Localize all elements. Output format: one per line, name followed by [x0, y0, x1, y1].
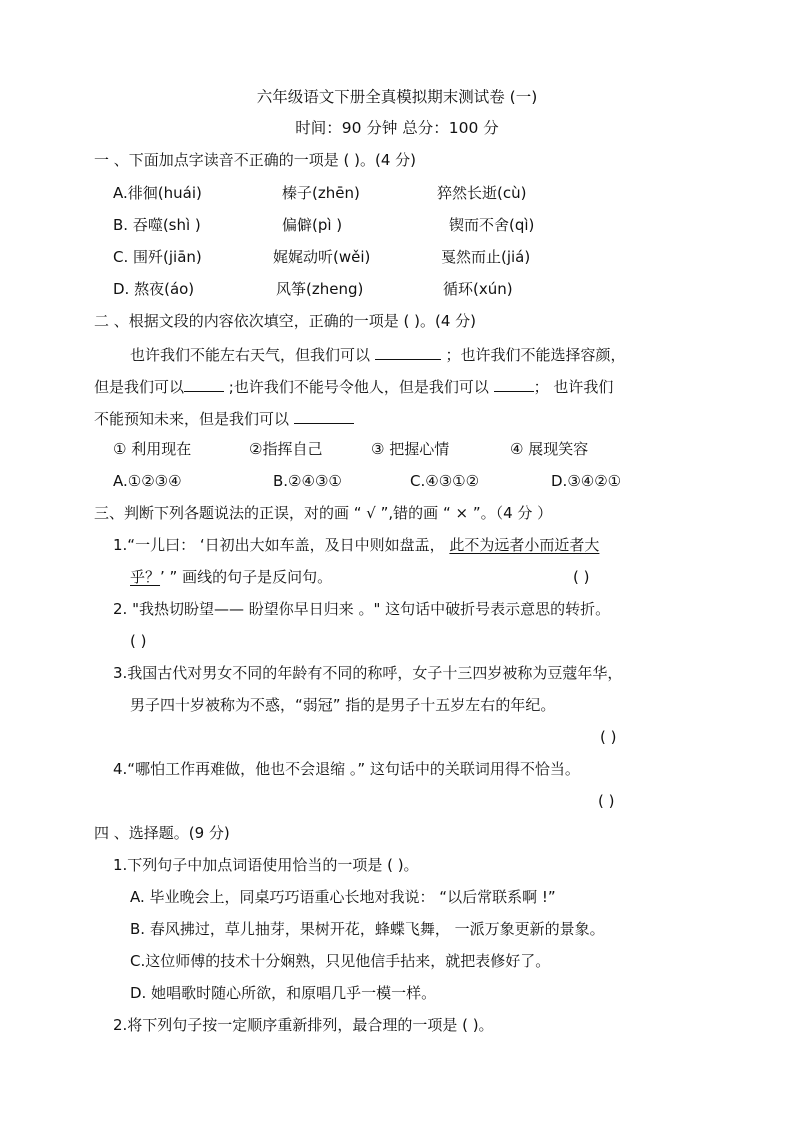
s2-phrase-2: ②指挥自己	[249, 440, 323, 458]
exam-title: 六年级语文下册全真模拟期末测试卷 (一)	[256, 88, 538, 106]
s3-q1-text: 1.“一儿曰： ‘日初出大如车盖，及日中则如盘盂，	[113, 536, 450, 554]
s3-q1-line-2	[130, 567, 332, 587]
s2-blank-3	[494, 375, 534, 392]
s2-passage-line-3	[94, 407, 354, 429]
s1-option-b1: B. 吞噬(shì )	[113, 216, 201, 234]
s1-option-d1: D. 熬夜(áo)	[113, 280, 195, 298]
s1-option-a3: 猝然长逝(cù)	[437, 184, 527, 202]
s3-q3-line-1: 3.我国古代对男女不同的年龄有不同的称呼，女子十三四岁被称为豆蔻年华，	[113, 664, 623, 682]
s2-phrase-1: ① 利用现在	[113, 440, 192, 458]
s4-q1-option-c: C.这位师傅的技术十分娴熟，只见他信手拈来，就把表修好了。	[130, 952, 551, 970]
s4-q1: 1.下列句子中加点词语使用恰当的一项是 ( )。	[113, 856, 419, 874]
s4-q1-option-d: D. 她唱歌时随心所欲，和原唱几乎一模一样。	[130, 984, 437, 1002]
s3-q4-answer-paren: ( )	[598, 792, 615, 810]
s2-passage-line-1	[130, 343, 626, 365]
s2-blank-2	[184, 375, 224, 392]
s3-q2-answer-paren: ( )	[130, 632, 147, 650]
s2-blank-4	[294, 407, 354, 424]
s4-q2: 2.将下列句子按一定顺序重新排列，最合理的一项是 ( )。	[113, 1016, 494, 1034]
s1-option-c1: C. 围歼(jiān)	[113, 248, 202, 266]
s2-passage-line-2	[94, 375, 613, 397]
section-3-heading: 三、判断下列各题说法的正误，对的画 “ √ ”,错的画 “ × ”。（4 分 ）	[94, 504, 553, 522]
s1-option-c2: 娓娓动听(wěi)	[273, 248, 371, 266]
s1-option-a2: 榛子(zhēn)	[282, 184, 360, 202]
s2-blank-1	[375, 343, 441, 360]
section-2-heading: 二 、根据文段的内容依次填空，正确的一项是 ( )。(4 分)	[94, 312, 477, 330]
s1-option-c3: 戛然而止(jiá)	[441, 248, 531, 266]
s2-text-1: 也许我们不能左右天气，但我们可以	[130, 346, 375, 364]
s4-q1-option-a: A. 毕业晚会上，同桌巧巧语重心长地对我说： “以后常联系啊 !”	[130, 888, 556, 906]
s1-option-d3: 循环(xún)	[443, 280, 513, 298]
s3-q1-answer-paren: ( )	[573, 568, 590, 586]
s2-text-3: 但是我们可以	[94, 378, 185, 396]
s2-text-2: ；也许我们不能选择容颜，	[440, 346, 626, 364]
s3-q1-underlined: 此不为远者小而近者大	[449, 536, 600, 554]
s1-option-b3: 锲而不舍(qì)	[449, 216, 535, 234]
s2-choice-b: B.②④③①	[273, 472, 342, 490]
s3-q1-text-2: ’ ” 画线的句子是反问句。	[160, 568, 333, 586]
s2-choice-a: A.①②③④	[113, 472, 182, 490]
s2-text-6: 不能预知未来，但是我们可以	[94, 410, 294, 428]
s3-q1-line-1	[113, 535, 599, 555]
s1-option-a1: A.徘徊(huái)	[113, 184, 202, 202]
s2-phrase-4: ④ 展现笑容	[510, 440, 589, 458]
s4-q1-option-b: B. 春风拂过，草儿抽芽，果树开花，蜂蝶飞舞， 一派万象更新的景象。	[130, 920, 605, 938]
s3-q3-answer-paren: ( )	[600, 728, 617, 746]
s2-text-5: ； 也许我们	[533, 378, 614, 396]
s1-option-d2: 风筝(zheng)	[276, 280, 364, 298]
s3-q3-line-2: 男子四十岁被称为不惑，“弱冠” 指的是男子十五岁左右的年纪。	[130, 696, 556, 714]
s1-option-b2: 偏僻(pì )	[282, 216, 343, 234]
s3-q1-underlined-2: 乎？	[130, 568, 161, 586]
section-4-heading: 四 、选择题。(9 分)	[94, 824, 230, 842]
exam-meta: 时间：90 分钟 总分：100 分	[295, 119, 499, 137]
s2-choice-d: D.③④②①	[551, 472, 622, 490]
s2-choice-c: C.④③①②	[410, 472, 480, 490]
section-1-heading: 一 、下面加点字读音不正确的一项是 ( )。(4 分)	[94, 151, 417, 169]
s3-q4-line-1: 4.“哪怕工作再难做，他也不会退缩 。” 这句话中的关联词用得不恰当。	[113, 760, 580, 778]
s2-text-4: ;也许我们不能号令他人，但是我们可以	[224, 378, 494, 396]
s3-q2-line-1: 2. "我热切盼望—— 盼望你早日归来 。" 这句话中破折号表示意思的转折。	[113, 600, 611, 618]
s2-phrase-3: ③ 把握心情	[371, 440, 450, 458]
